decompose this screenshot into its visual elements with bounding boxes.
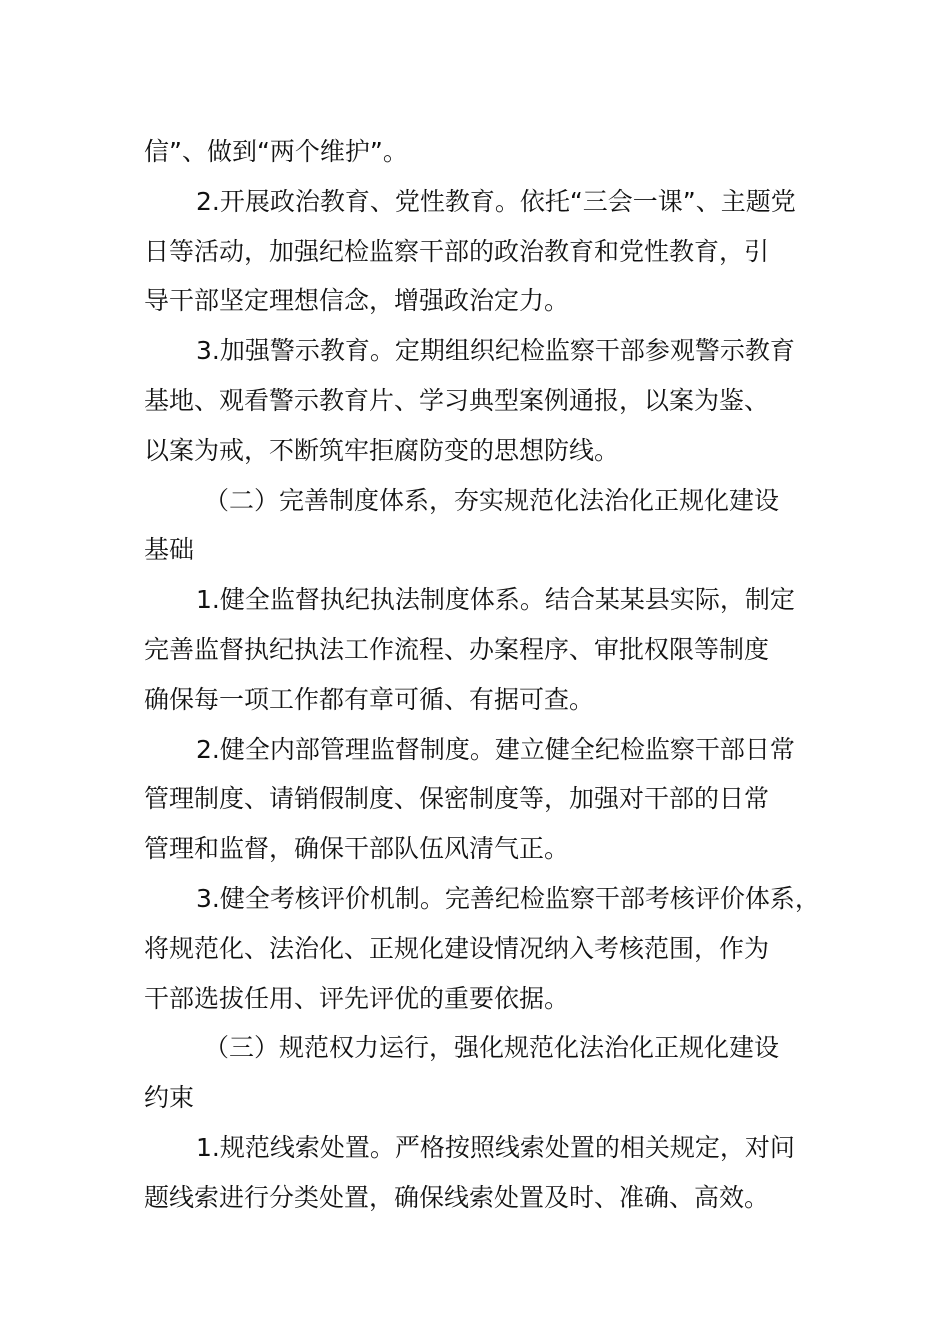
text-line: 完善监督执纪执法工作流程、办案程序、审批权限等制度 xyxy=(144,634,770,664)
text-line: 题线索进行分类处置，确保线索处置及时、准确、高效。 xyxy=(144,1182,770,1212)
paragraph-political-education xyxy=(144,177,808,326)
text-line: 2.开展政治教育、党性教育。依托“三会一课”、主题党 xyxy=(196,186,796,216)
paragraph-clue-handling xyxy=(144,1123,808,1223)
paragraph-internal-management xyxy=(144,725,808,874)
text-line: 以案为戒，不断筑牢拒腐防变的思想防线。 xyxy=(144,435,620,465)
section-heading-2 xyxy=(144,476,808,576)
text-line: 1.健全监督执纪执法制度体系。结合某某县实际，制定 xyxy=(196,585,795,615)
text-line: 管理和监督，确保干部队伍风清气正。 xyxy=(144,834,570,864)
text-line: 导干部坚定理想信念，增强政治定力。 xyxy=(144,286,570,316)
text-line: 干部选拔任用、评先评优的重要依据。 xyxy=(144,983,570,1013)
paragraph-assessment-mechanism xyxy=(144,874,820,1023)
text-line: 日等活动，加强纪检监察干部的政治教育和党性教育，引 xyxy=(144,236,770,266)
document-body xyxy=(144,127,820,1223)
text-line: 基地、观看警示教育片、学习典型案例通报，以案为鉴、 xyxy=(144,385,770,415)
text-line: 管理制度、请销假制度、保密制度等，加强对干部的日常 xyxy=(144,784,770,814)
section-heading-3 xyxy=(144,1023,808,1123)
text-line: 信”、做到“两个维护”。 xyxy=(144,137,408,166)
text-line: 2.健全内部管理监督制度。建立健全纪检监察干部日常 xyxy=(196,734,795,764)
text-line: 将规范化、法治化、正规化建设情况纳入考核范围，作为 xyxy=(144,933,770,963)
paragraph-supervision-system xyxy=(144,575,808,724)
paragraph-warning-education xyxy=(144,326,808,475)
heading-line: （三）规范权力运行，强化规范化法治化正规化建设 xyxy=(204,1033,780,1063)
heading-line: 约束 xyxy=(144,1083,195,1113)
text-line: 1.规范线索处置。严格按照线索处置的相关规定，对问 xyxy=(196,1132,795,1162)
text-line: 3.加强警示教育。定期组织纪检监察干部参观警示教育 xyxy=(196,336,795,366)
heading-line: （二）完善制度体系，夯实规范化法治化正规化建设 xyxy=(204,485,780,515)
text-line: 确保每一项工作都有章可循、有据可查。 xyxy=(144,684,595,714)
heading-line: 基础 xyxy=(144,535,195,565)
text-line: 3.健全考核评价机制。完善纪检监察干部考核评价体系， xyxy=(196,883,820,913)
paragraph-continuation xyxy=(144,127,808,177)
